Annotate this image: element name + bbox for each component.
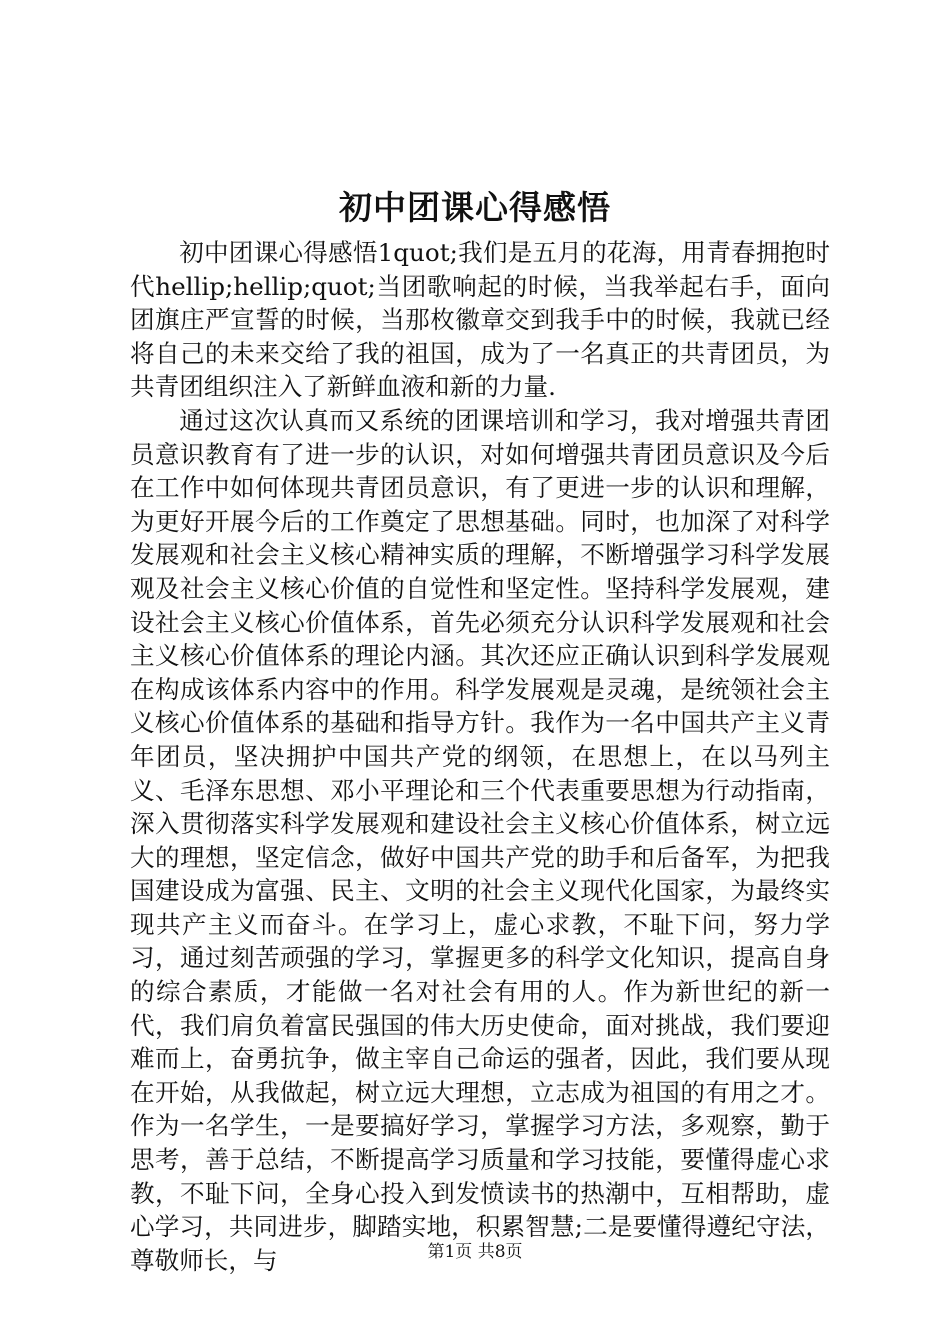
document-body [130,236,830,1277]
paragraph: 通过这次认真而又系统的团课培训和学习，我对增强共青团员意识教育有了进一步的认识，对如何增强共青团员意识及今后在工作中如何体现共青团员意识，有了更进一步的认识和理解，为更好开展今后的工作奠定了思想基础。同时，也加深了对科学发展观和社会主义核心精神实质的理解，不断增强学习科学发展观及社会主义核心价值的自觉性和坚定性。坚持科学发展观，建设社会主义核心价值体系，首先必须充分认识科学发展观和社会主义核心价值体系的理论内涵。其次还应正确认识到科学发展观在构成该体系内容中的作用。科学发展观是灵魂，是统领社会主义核心价值体系的基础和指导方针。我作为一名中国共产主义青年团员，坚决拥护中国共产党的纲领，在思想上，在以马列主义、毛泽东思想、邓小平理论和三个代表重要思想为行动指南，深入贯彻落实科学发展观和建设社会主义核心价值体系，树立远大的理想，坚定信念，做好中国共产党的助手和后备军，为把我国建设成为富强、民主、文明的社会主义现代化国家，为最终实现共产主义而奋斗。在学习上，虚心求教，不耻下问，努力学习，通过刻苦顽强的学习，掌握更多的科学文化知识，提高自身的综合素质，才能做一名对社会有用的人。作为新世纪的新一代，我们肩负着富民强国的伟大历史使命，面对挑战，我们要迎难而上，奋勇抗争，做主宰自己命运的强者，因此，我们要从现在开始，从我做起，树立远大理想，立志成为祖国的有用之才。作为一名学生，一是要搞好学习，掌握学习方法，多观察，勤于思考，善于总结，不断提高学习质量和学习技能，要懂得虚心求教，不耻下问，全身心投入到发愤读书的热潮中，互相帮助，虚心学习，共同进步，脚踏实地，积累智慧;二是要懂得遵纪守法，尊敬师长，与 [130,405,830,1275]
page-number-footer: 第1页 共8页 [427,1242,523,1262]
document-title: 初中团课心得感悟 [339,188,611,227]
paragraph: 初中团课心得感悟1quot;我们是五月的花海，用青春拥抱时代hellip;hellip;quot;当团歌响起的时候，当我举起右手，面向团旗庄严宣誓的时候，当那枚徽章交到我手中的时候，我就已经将自己的未来交给了我的祖国，成为了一名真正的共青团员，为共青团组织注入了新鲜血液和新的力量. [130,238,830,402]
